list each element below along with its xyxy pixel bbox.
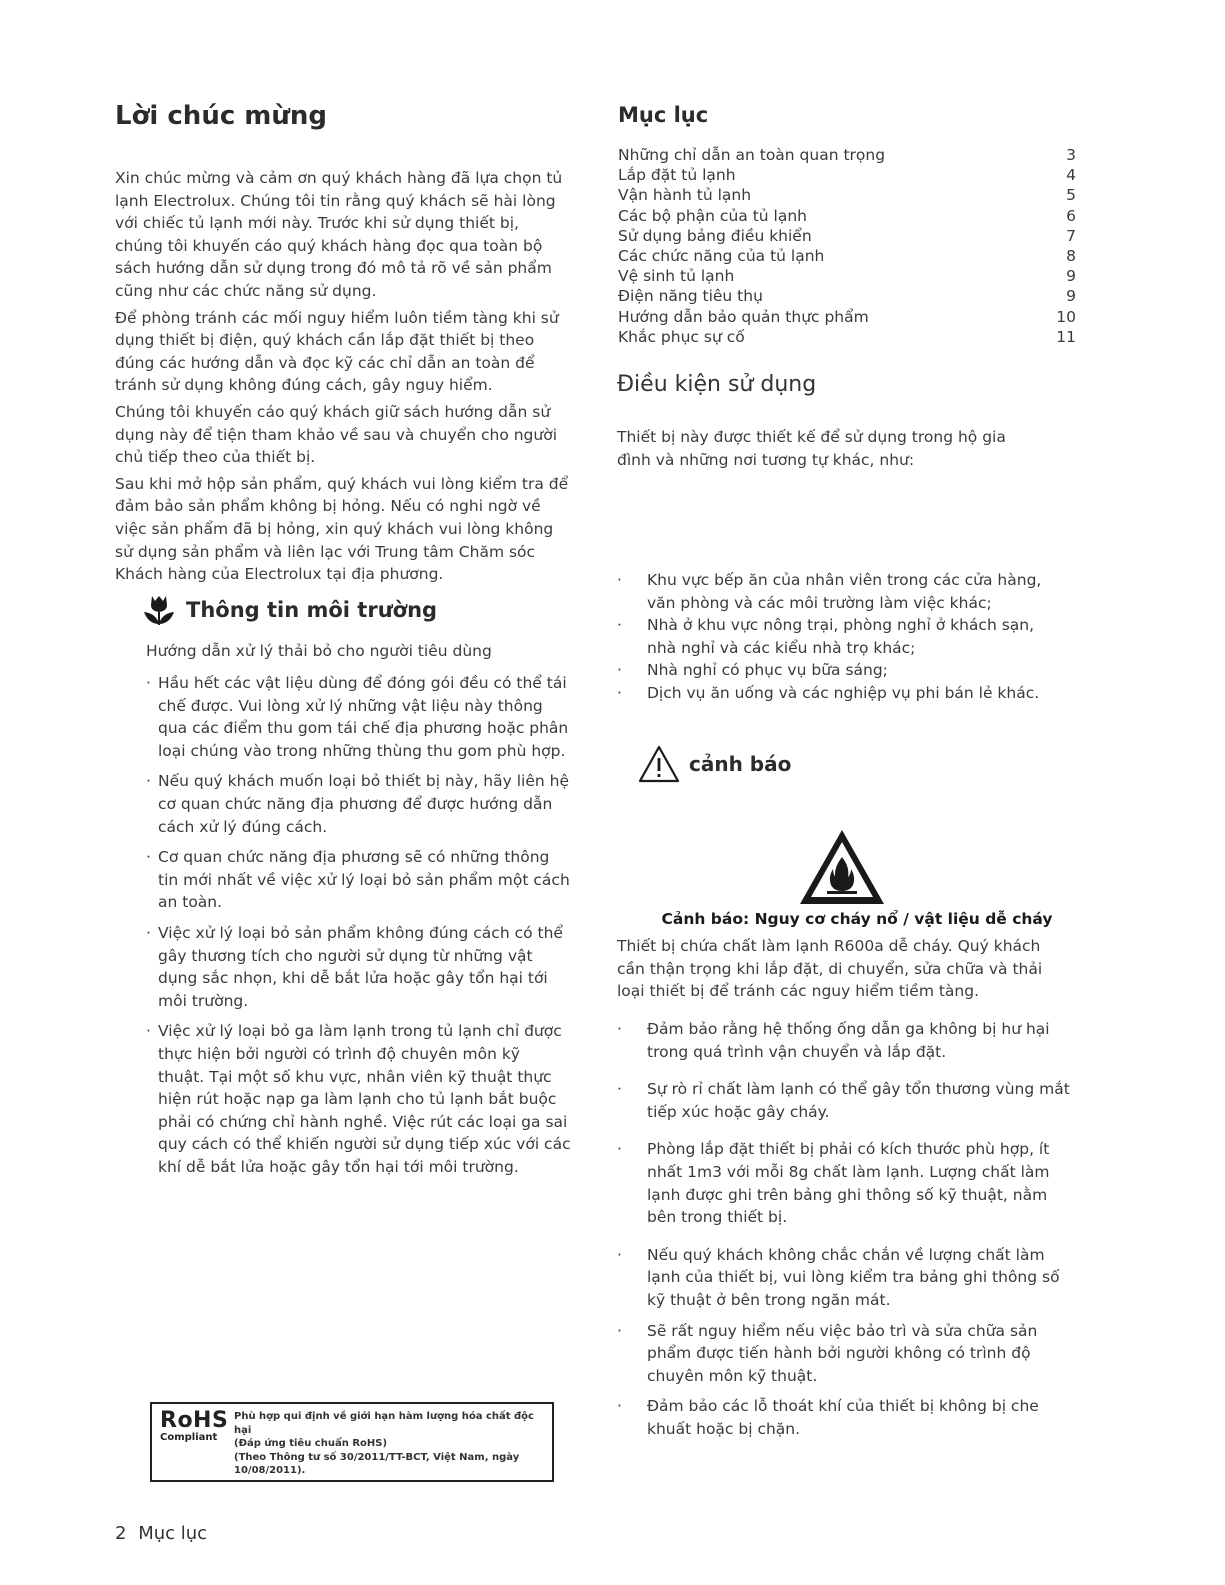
warning-header bbox=[637, 744, 791, 784]
toc-label: Các bộ phận của tủ lạnh bbox=[618, 206, 807, 225]
toc-page: 6 bbox=[1066, 206, 1076, 225]
toc-page: 4 bbox=[1066, 166, 1076, 185]
rohs-line: Phù hợp qui định về giới hạn hàm lượng hóa chất độc hại bbox=[234, 1411, 534, 1436]
warning-triangle-icon bbox=[637, 744, 681, 784]
toc-label: Lắp đặt tủ lạnh bbox=[618, 166, 736, 185]
fire-caption: Cảnh báo: Nguy cơ cháy nổ / vật liệu dễ cháy bbox=[661, 910, 1053, 928]
list-item: · Nhà nghỉ có phục vụ bữa sáng; bbox=[617, 659, 1042, 682]
toc-row[interactable] bbox=[618, 185, 1076, 205]
environment-header bbox=[142, 593, 437, 627]
rohs-text bbox=[234, 1410, 544, 1478]
rohs-logo-subtext: Compliant bbox=[160, 1432, 218, 1443]
environment-subtitle: Hướng dẫn xử lý thải bỏ cho người tiêu dùng bbox=[146, 642, 492, 660]
toc-title: Mục lục bbox=[618, 103, 709, 127]
toc-page: 10 bbox=[1056, 307, 1076, 326]
toc-label: Những chỉ dẫn an toàn quan trọng bbox=[618, 146, 886, 164]
rohs-box bbox=[150, 1402, 554, 1482]
toc-row[interactable] bbox=[618, 307, 1076, 327]
list-item: · Việc xử lý loại bỏ sản phẩm không đúng cách có thể gây thương tích cho người sử dụng từ những vật dụng sắc nhọn, khi dễ bắt lửa hoặc gây tổn hại tới môi trường. bbox=[146, 922, 571, 1012]
toc-page: 7 bbox=[1066, 226, 1076, 245]
list-item: · Dịch vụ ăn uống và các nghiệp vụ phi bán lẻ khác. bbox=[617, 682, 1042, 705]
intro-text bbox=[115, 167, 570, 586]
toc-label: Hướng dẫn bảo quản thực phẩm bbox=[618, 307, 869, 326]
conditions-text: Thiết bị này được thiết kế để sử dụng trong hộ gia đình và những nơi tương tự khác, như: bbox=[617, 428, 1006, 469]
intro-paragraph: Chúng tôi khuyến cáo quý khách giữ sách hướng dẫn sử dụng này để tiện tham khảo về sau và chuyển cho người chủ tiếp theo của thiết bị. bbox=[115, 402, 557, 467]
toc-page: 5 bbox=[1066, 186, 1076, 205]
toc-label: Các chức năng của tủ lạnh bbox=[618, 247, 825, 266]
plant-icon bbox=[142, 593, 176, 627]
rohs-logo bbox=[160, 1408, 229, 1444]
footer-section: Mục lục bbox=[138, 1523, 208, 1544]
environment-title: Thông tin môi trường bbox=[186, 598, 438, 622]
list-item: · Sự rò rỉ chất làm lạnh có thể gây tổn thương vùng mắt tiếp xúc hoặc gây cháy. bbox=[617, 1078, 1075, 1123]
flammable-warning-icon bbox=[797, 827, 887, 907]
toc-row[interactable] bbox=[618, 246, 1076, 266]
rohs-line: (Đáp ứng tiêu chuẩn RoHS) bbox=[234, 1438, 388, 1449]
toc-page: 9 bbox=[1066, 287, 1076, 306]
toc-label: Điện năng tiêu thụ bbox=[618, 287, 763, 306]
toc-page: 3 bbox=[1066, 146, 1076, 164]
list-item: · Sẽ rất nguy hiểm nếu việc bảo trì và sửa chữa sản phẩm được tiến hành bởi người không có trình độ chuyên môn kỹ thuật. bbox=[617, 1320, 1075, 1388]
list-item: · Đảm bảo rằng hệ thống ống dẫn ga không bị hư hại trong quá trình vận chuyển và lắp đặt. bbox=[617, 1018, 1075, 1063]
warning-title: cảnh báo bbox=[689, 752, 792, 776]
toc-row[interactable] bbox=[618, 286, 1076, 306]
intro-paragraph: Xin chúc mừng và cảm ơn quý khách hàng đã lựa chọn tủ lạnh Electrolux. Chúng tôi tin rằng quý khách sẽ hài lòng với chiếc tủ lạnh mới này. Trước khi sử dụng thiết bị, chúng tôi khuyến cáo quý khách hàng đọc qua toàn bộ sách hướng dẫn sử dụng trong đó mô tả rõ về sản phẩm cũng như các chức năng sử dụng. bbox=[115, 169, 563, 300]
warning-text: Thiết bị chứa chất làm lạnh R600a dễ cháy. Quý khách cần thận trọng khi lắp đặt, di chuyển, sửa chữa và thải loại thiết bị để tránh các nguy hiểm tiềm tàng. bbox=[617, 937, 1043, 1001]
intro-paragraph: Sau khi mở hộp sản phẩm, quý khách vui lòng kiểm tra để đảm bảo sản phẩm không bị hỏng. Nếu có nghi ngờ về việc sản phẩm đã bị hỏng, xin quý khách vui lòng không sử dụng sản phẩm và liên lạc với Trung tâm Chăm sóc Khách hàng của Electrolux tại địa phương. bbox=[115, 474, 569, 584]
toc-row[interactable] bbox=[618, 226, 1076, 246]
table-of-contents bbox=[618, 145, 1076, 347]
toc-row[interactable] bbox=[618, 206, 1076, 226]
list-item: · Khu vực bếp ăn của nhân viên trong các cửa hàng, văn phòng và các môi trường làm việc khác; bbox=[617, 569, 1042, 614]
list-item: · Hầu hết các vật liệu dùng để đóng gói đều có thể tái chế được. Vui lòng xử lý những vật liệu này thông qua các điểm thu gom tái chế địa phương hoặc phân loại chúng vào trong những thùng thu gom phù hợp. bbox=[146, 672, 571, 762]
page-number: 2 bbox=[115, 1523, 127, 1544]
toc-page: 11 bbox=[1056, 327, 1076, 346]
rohs-logo-text: RoHS bbox=[160, 1408, 229, 1433]
toc-label: Vận hành tủ lạnh bbox=[618, 186, 752, 205]
list-item: · Cơ quan chức năng địa phương sẽ có những thông tin mới nhất về việc xử lý loại bỏ sản phẩm một cách an toàn. bbox=[146, 846, 571, 914]
page-footer bbox=[115, 1523, 207, 1544]
environment-list bbox=[146, 672, 571, 1186]
list-item: · Nhà ở khu vực nông trại, phòng nghỉ ở khách sạn, nhà nghỉ và các kiểu nhà trọ khác; bbox=[617, 614, 1042, 659]
intro-paragraph: Để phòng tránh các mối nguy hiểm luôn tiềm tàng khi sử dụng thiết bị điện, quý khách cần lắp đặt thiết bị theo đúng các hướng dẫn và đọc kỹ các chỉ dẫn an toàn để tránh sử dụng không đúng cách, gây nguy hiểm. bbox=[115, 308, 559, 395]
warning-list bbox=[617, 1018, 1075, 1441]
page-title: Lời chúc mừng bbox=[115, 101, 328, 131]
toc-row[interactable] bbox=[618, 145, 1076, 165]
toc-row[interactable] bbox=[618, 327, 1076, 347]
list-item: · Việc xử lý loại bỏ ga làm lạnh trong tủ lạnh chỉ được thực hiện bởi người có trình độ chuyên môn kỹ thuật. Tại một số khu vực, nhân viên kỹ thuật thực hiện rút hoặc nạp ga làm lạnh cho tủ lạnh bắt buộc phải có chứng chỉ hành nghề. Việc rút các loại ga sai quy cách có thể khiến người sử dụng tiếp xúc với các khí dễ bắt lửa hoặc gây tổn hại tới môi trường. bbox=[146, 1020, 571, 1178]
toc-row[interactable] bbox=[618, 165, 1076, 185]
list-item: · Nếu quý khách không chắc chắn về lượng chất làm lạnh của thiết bị, vui lòng kiểm tra bảng ghi thông số kỹ thuật ở bên trong ngăn mát. bbox=[617, 1244, 1075, 1312]
list-item: · Nếu quý khách muốn loại bỏ thiết bị này, hãy liên hệ cơ quan chức năng địa phương để được hướng dẫn cách xử lý đúng cách. bbox=[146, 770, 571, 838]
conditions-title: Điều kiện sử dụng bbox=[617, 372, 817, 397]
toc-label: Khắc phục sự cố bbox=[618, 327, 745, 346]
toc-label: Sử dụng bảng điều khiển bbox=[618, 226, 812, 245]
toc-page: 9 bbox=[1066, 267, 1076, 286]
rohs-line: 10/08/2011). bbox=[234, 1465, 306, 1476]
list-item: · Phòng lắp đặt thiết bị phải có kích thước phù hợp, ít nhất 1m3 với mỗi 8g chất làm lạnh. Lượng chất làm lạnh được ghi trên bảng ghi thông số kỹ thuật, nằm bên trong thiết bị. bbox=[617, 1138, 1075, 1228]
rohs-line: (Theo Thông tư số 30/2011/TT-BCT, Việt Nam, ngày bbox=[234, 1451, 520, 1463]
toc-row[interactable] bbox=[618, 266, 1076, 286]
list-item: · Đảm bảo các lỗ thoát khí của thiết bị không bị che khuất hoặc bị chặn. bbox=[617, 1395, 1075, 1440]
conditions-list bbox=[617, 569, 1042, 705]
toc-page: 8 bbox=[1066, 247, 1076, 266]
toc-label: Vệ sinh tủ lạnh bbox=[618, 267, 735, 286]
